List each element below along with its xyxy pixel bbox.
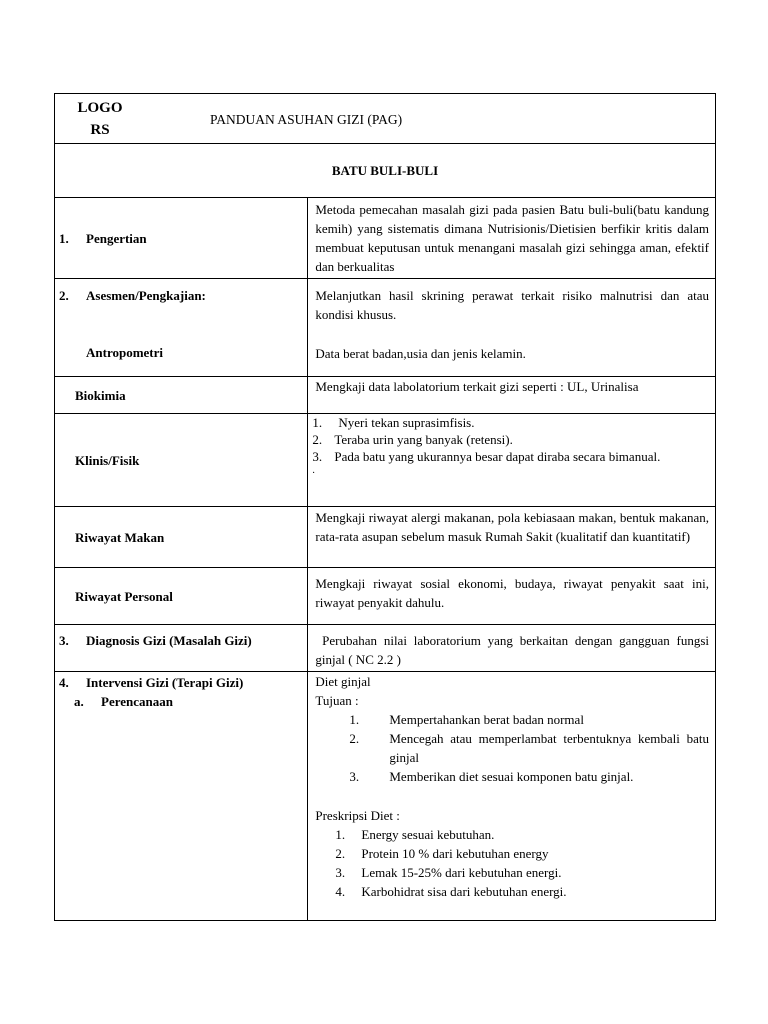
- biokimia-text: Mengkaji data labolatorium terkait gizi seperti : UL, Urinalisa: [308, 377, 716, 414]
- sub-label-antropometri: Antropometri: [86, 345, 164, 360]
- document-page: [54, 93, 716, 921]
- row-label: Diagnosis Gizi (Masalah Gizi): [86, 633, 252, 648]
- klinis-cell: [308, 414, 716, 507]
- list-item: 2. Protein 10 % dari kebutuhan energy: [335, 846, 549, 861]
- list-item: 4. Karbohidrat sisa dari kebutuhan energi.: [335, 884, 567, 899]
- klinis-list: [312, 414, 709, 465]
- row-asesmen: [55, 279, 716, 377]
- header-row: [55, 94, 716, 144]
- row-intervensi: [55, 672, 716, 921]
- riwayat-makan-text: Mengkaji riwayat alergi makanan, pola kebiasaan makan, bentuk makanan, rata-rata asupan sebelum masuk Rumah Sakit (kualitatif dan kuantitatif): [308, 507, 716, 568]
- row-label: Riwayat Makan: [75, 529, 165, 545]
- row-label: Biokimia: [75, 387, 126, 403]
- label-cell: [55, 414, 308, 507]
- tujuan-label: Tujuan :: [315, 693, 359, 708]
- klinis-trailing: .: [312, 465, 315, 476]
- header-cell: [55, 94, 716, 144]
- subject-row: [55, 144, 716, 198]
- antropometri-text: Data berat badan,usia dan jenis kelamin.: [315, 346, 526, 361]
- diet-name: Diet ginjal: [315, 674, 371, 689]
- label-cell: [55, 625, 308, 672]
- riwayat-personal-text: Mengkaji riwayat sosial ekonomi, budaya, riwayat penyakit saat ini, riwayat penyakit dahulu.: [308, 568, 716, 625]
- label-cell: [55, 568, 308, 625]
- list-item: 3. Pada batu yang ukurannya besar dapat diraba secara bimanual.: [312, 449, 661, 464]
- tujuan-list: [315, 710, 709, 786]
- row-label: Asesmen/Pengkajian:: [86, 288, 206, 303]
- list-item: 1. Nyeri tekan suprasimfisis.: [312, 415, 475, 430]
- row-label: Intervensi Gizi (Terapi Gizi): [86, 675, 244, 690]
- intervensi-cell: [308, 672, 716, 921]
- row-number: 4.: [59, 675, 69, 690]
- pengertian-text: Metoda pemecahan masalah gizi pada pasien Batu buli-buli(batu kandung kemih) yang sistematis dimana Nutrisionis/Dietisien berfikir kritis dalam membuat keputusan untuk menangani masalah gizi sehingga aman, efektif dan berkualitas: [308, 198, 716, 279]
- pag-table: [54, 93, 716, 921]
- list-item: 1. Energy sesuai kebutuhan.: [335, 827, 495, 842]
- preskripsi-list: [315, 825, 709, 901]
- list-item: 3. Memberikan diet sesuai komponen batu ginjal.: [349, 769, 634, 784]
- subject-title: BATU BULI-BULI: [55, 144, 716, 198]
- row-klinis: [55, 414, 716, 507]
- label-cell: [55, 377, 308, 414]
- row-number: 3.: [59, 633, 69, 648]
- logo-line1: LOGO: [77, 100, 123, 116]
- list-item: 3. Lemak 15-25% dari kebutuhan energi.: [335, 865, 562, 880]
- label-cell: [55, 198, 308, 279]
- row-label: Pengertian: [86, 230, 147, 246]
- label-cell: [55, 507, 308, 568]
- asesmen-text: Melanjutkan hasil skrining perawat terkait risiko malnutrisi dan atau kondisi khusus.: [315, 288, 709, 322]
- row-biokimia: [55, 377, 716, 414]
- row-number: 1.: [59, 230, 69, 246]
- sub-label-perencanaan: Perencanaan: [101, 694, 173, 709]
- row-riwayat-personal: [55, 568, 716, 625]
- row-number: 2.: [59, 288, 69, 303]
- list-item: 2. Mencegah atau memperlambat terbentuknya kembali batu ginjal: [349, 731, 709, 765]
- row-label: Riwayat Personal: [75, 588, 173, 604]
- row-diagnosis: [55, 625, 716, 672]
- diagnosis-text: Perubahan nilai laboratorium yang berkaitan dengan gangguan fungsi ginjal ( NC 2.2 ): [308, 625, 716, 672]
- document-title: PANDUAN ASUHAN GIZI (PAG): [210, 112, 403, 127]
- list-item: 1. Mempertahankan berat badan normal: [349, 712, 584, 727]
- logo-line2: RS: [90, 122, 110, 138]
- asesmen-cell: [308, 279, 716, 377]
- label-cell: [55, 279, 308, 377]
- list-item: 2. Teraba urin yang banyak (retensi).: [312, 432, 513, 447]
- label-cell: [55, 672, 308, 921]
- row-pengertian: [55, 198, 716, 279]
- logo-placeholder: [75, 97, 125, 141]
- row-label: Klinis/Fisik: [75, 452, 140, 468]
- preskripsi-label: Preskripsi Diet :: [315, 808, 400, 823]
- row-riwayat-makan: [55, 507, 716, 568]
- sub-number: a.: [74, 694, 84, 709]
